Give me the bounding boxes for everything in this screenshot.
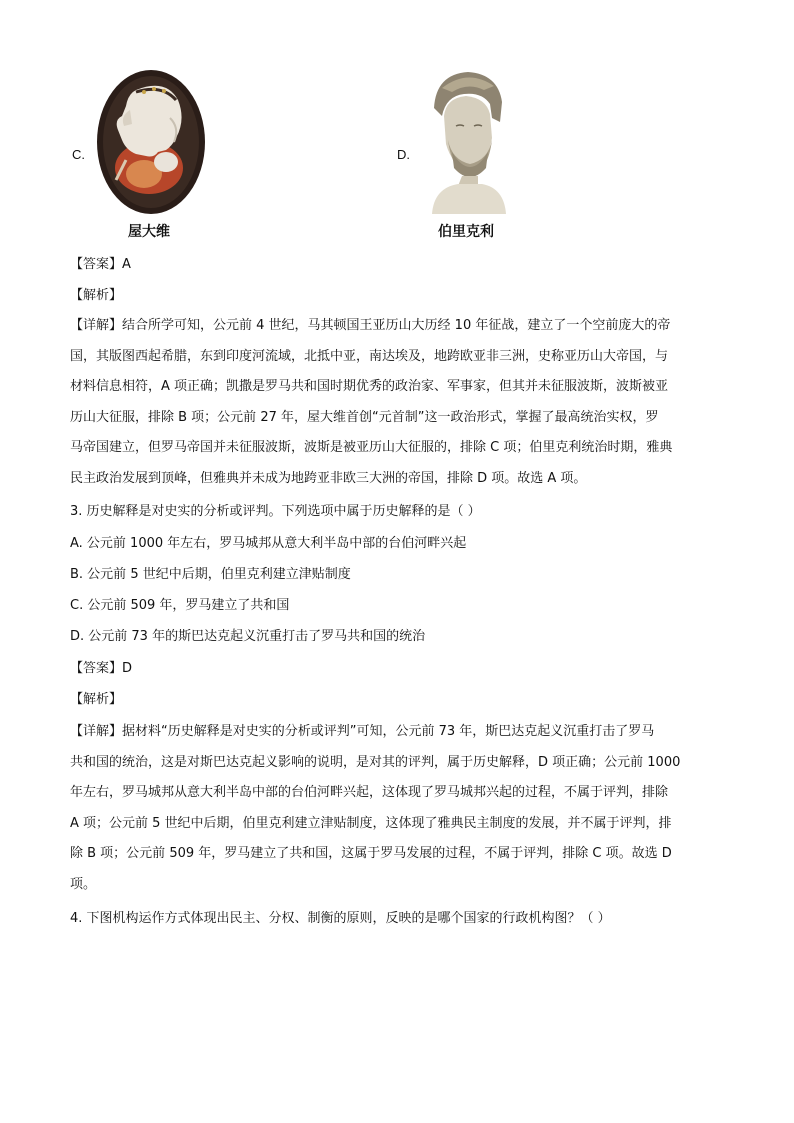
octavian-cameo-icon (96, 70, 206, 215)
q2-detail-line: 民主政治发展到顶峰，但雅典并未成为地跨亚非欧三大洲的帝国，排除 D 项。故选 A 项。 (70, 470, 587, 486)
q3-detail-line: A 项；公元前 5 世纪中后期，伯里克利建立津贴制度，这体现了雅典民主制度的发展，并不属于评判，排 (70, 815, 672, 831)
q3-detail-line: 除 B 项；公元前 509 年，罗马建立了共和国，这属于罗马发展的过程，不属于评判，排除 C 项。故选 D (70, 846, 672, 861)
q2-detail (70, 317, 720, 500)
option-d-letter: D. (397, 147, 410, 162)
q3-option-c: C. 公元前 509 年，罗马建立了共和国 (70, 598, 290, 613)
q3-option-a: A. 公元前 1000 年左右，罗马城邦从意大利半岛中部的台伯河畔兴起 (70, 536, 467, 551)
q2-detail-line: 马帝国建立，但罗马帝国并未征服波斯，波斯是被亚历山大征服的，排除 C 项；伯里克利统治时期，雅典 (70, 440, 673, 455)
q2-detail-line: 历山大征服，排除 B 项；公元前 27 年，屋大维首创“元首制”这一政治形式，掌握了最高统治实权，罗 (70, 409, 659, 425)
q3-detail-line: 项。 (70, 876, 97, 892)
q2-answer: 【答案】A (70, 257, 131, 272)
q3-answer: 【答案】D (70, 661, 133, 676)
option-d-caption: 伯里克利 (438, 224, 494, 240)
q3-analysis-label: 【解析】 (70, 692, 123, 707)
q2-detail-line: 【详解】结合所学可知，公元前 4 世纪，马其顿国王亚历山大历经 10 年征战，建立了一个空前庞大的帝 (70, 318, 671, 333)
q3-detail-line: 【详解】据材料“历史解释是对史实的分析或评判”可知，公元前 73 年，斯巴达克起义沉重打击了罗马 (70, 724, 655, 739)
q2-detail-line: 国，其版图西起希腊，东到印度河流域，北抵中亚，南达埃及，地跨欧亚非三洲，史称亚历山大帝国，与 (70, 348, 669, 364)
option-c-caption: 屋大维 (128, 224, 170, 240)
q3-detail-line: 年左右，罗马城邦从意大利半岛中部的台伯河畔兴起，这体现了罗马城邦兴起的过程，不属于评判，排除 (70, 785, 669, 800)
q3-detail (70, 723, 720, 906)
q4-stem: 4. 下图机构运作方式体现出民主、分权、制衡的原则，反映的是哪个国家的行政机构图？（ ） (70, 911, 611, 926)
octavian-cameo-image (96, 70, 206, 215)
q3-stem: 3. 历史解释是对史实的分析或评判。下列选项中属于历史解释的是（ ） (70, 504, 481, 519)
q3-option-b: B. 公元前 5 世纪中后期，伯里克利建立津贴制度 (70, 567, 351, 582)
pericles-bust-image (422, 68, 510, 214)
q2-analysis-label: 【解析】 (70, 288, 123, 303)
pericles-bust-icon (422, 68, 510, 214)
q2-detail-line: 材料信息相符，A 项正确；凯撒是罗马共和国时期优秀的政治家、军事家，但其并未征服波斯，波斯被亚 (70, 379, 669, 394)
option-c-letter: C. (72, 147, 85, 162)
q3-detail-line: 共和国的统治，这是对斯巴达克起义影响的说明，是对其的评判，属于历史解释，D 项正确；公元前 1000 (70, 754, 681, 770)
q3-option-d: D. 公元前 73 年的斯巴达克起义沉重打击了罗马共和国的统治 (70, 629, 426, 644)
